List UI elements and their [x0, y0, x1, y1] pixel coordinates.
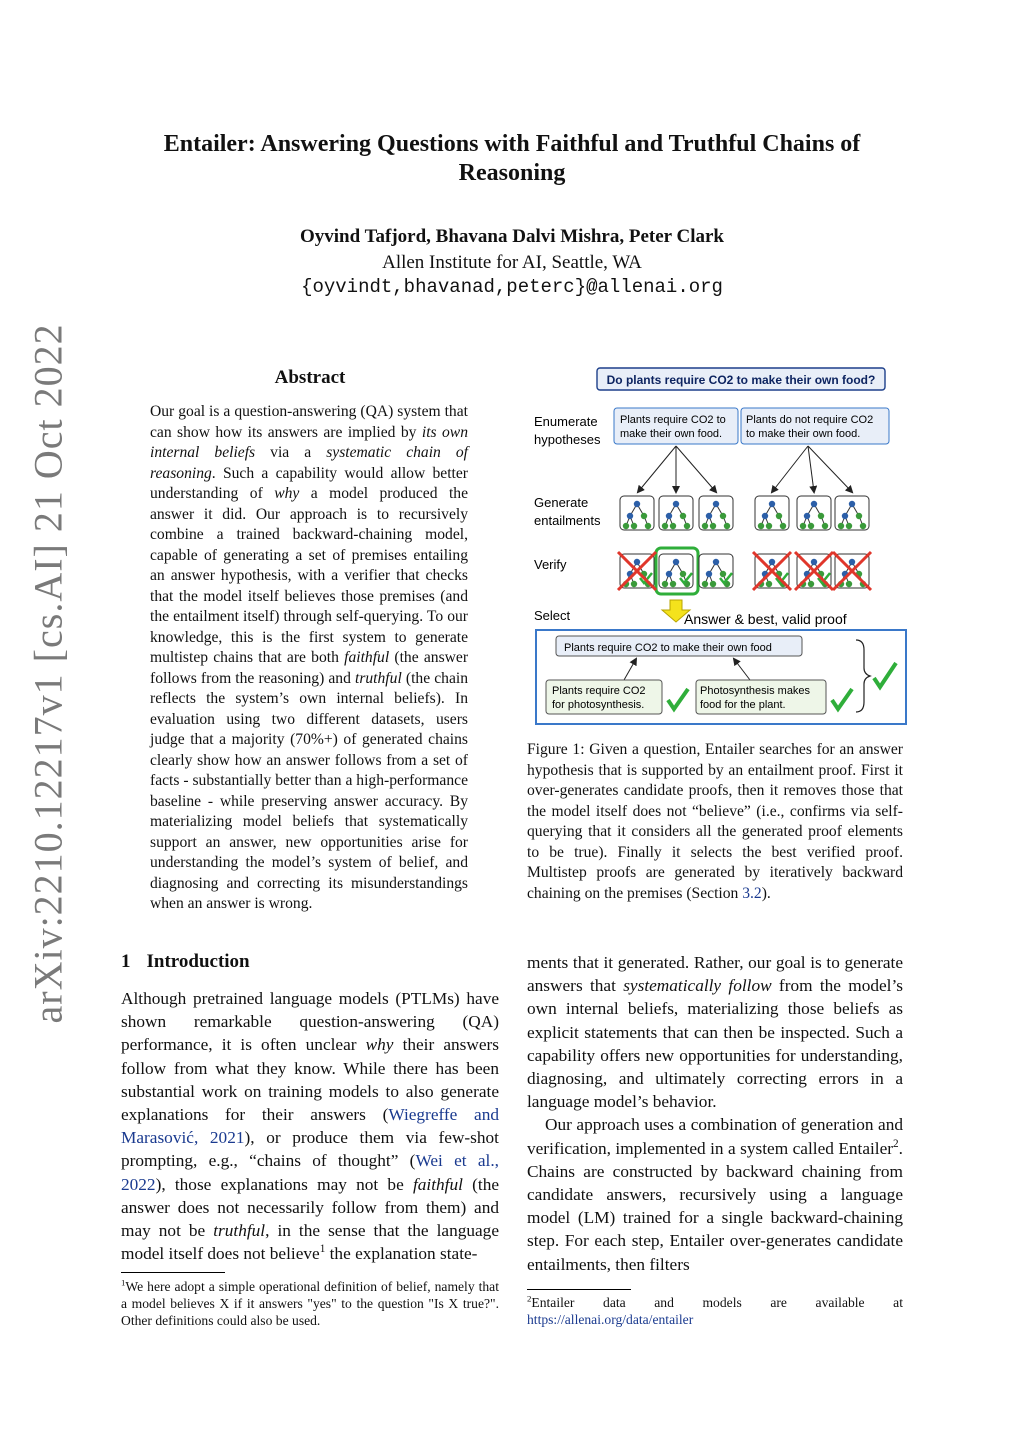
figure-1-diagram	[530, 364, 908, 728]
hypothesis-2-line-1: Plants do not require CO2	[746, 414, 874, 426]
hypothesis-1-line-1: Plants require CO2 to	[620, 414, 726, 426]
label-hypotheses: hypotheses	[534, 432, 601, 447]
footnote-2: $^2$Entailer data and models are available at https://allenai.org/data/entailer	[527, 1293, 903, 1327]
premise-2-line-2: food for the plant.	[700, 699, 786, 711]
paper-authors: Oyvind Tafjord, Bhavana Dalvi Mishra, Peter Clark	[299, 226, 724, 247]
entailment-candidates	[620, 496, 869, 530]
arxiv-identifier: arXiv:2210.12217v1 [cs.AI] 21 Oct 2022	[25, 323, 71, 1024]
answer-label: Answer & best, valid proof	[684, 611, 847, 627]
intro-right-column	[527, 951, 903, 1276]
section-heading-introduction: 1 Introduction	[121, 951, 250, 972]
label-entailments: entailments	[534, 513, 601, 528]
entailer-data-link[interactable]: https://allenai.org/data/entailer	[527, 1312, 694, 1327]
paper-emails: {oyvindt,bhavanad,peterc}@allenai.org	[301, 276, 723, 298]
hypothesis-2-line-2: to make their own food.	[746, 428, 861, 440]
question-text: Do plants require CO2 to make their own food?	[606, 373, 876, 387]
label-enumerate: Enumerate	[534, 414, 598, 429]
section-ref-3-2[interactable]: 3.2	[742, 884, 762, 902]
answer-hypothesis-text: Plants require CO2 to make their own food	[564, 642, 772, 654]
enumerate-arrows	[638, 446, 852, 492]
abstract-body: Our goal is a question-answering (QA) system that can show how its answers are implied by its own internal beliefs via a systematic chain of reasoning. Such a capability would allow better understanding of why a model produced the answer it did. Our approach is to recursively combine a trained backward-chaining model, capable of generating a set of premises entailing an answer hypothesis, with a verifier that checks that the model itself believes those premises (and the entailment itself) through self-querying. To our knowledge, this is the first system to generate multistep chains that are both faithful (the answer follows from the reasoning) and truthful (the chain reflects the system’s own internal beliefs). In evaluation using two different datasets, users judge that a majority (70%+) of generated chains clearly show how an answer follows from a set of facts - substantially better than a high-performance baseline - while preserving answer accuracy. By materializing model beliefs that systematically support an answer, new opportunities arise for understanding the model’s system of belief, and diagnosing and correcting its misunderstandings when an answer is wrong.	[150, 403, 469, 912]
footnote-mark-1[interactable]: 1	[319, 1243, 326, 1256]
premise-1-line-2: for photosynthesis.	[552, 699, 645, 711]
footnote-rule-left	[121, 1272, 225, 1273]
label-select: Select	[534, 608, 571, 623]
label-verify: Verify	[534, 557, 567, 572]
intro-right-paragraph-2: Our approach uses a combination of generation and verification, implemented in a system called Entailer$^2$. Chains are constructed by backward chaining from candidate answers, recursively using a language model (LM) trained for a single backward-chaining step. For each step, Entailer over-generates candidate entailments, then filters	[527, 1115, 903, 1274]
verified-candidates	[618, 548, 871, 594]
citation-wiegreffe[interactable]: Wiegreffe and Marasović, 2021	[121, 1105, 499, 1148]
intro-left-paragraph: Although pretrained language models (PTLMs) have shown remarkable question-answering (QA) performance, it is often unclear why their answers follow from what they know. While there has been substantial work on training models to also generate explanations for their answers (Wiegreffe and Marasović, 2021), or produce them via few-shot prompting, e.g., “chains of thought” (Wei et al., 2022), those explanations may not be faithful (the answer does not necessarily follow from them) and may not be truthful, in the sense that the language model itself does not believe$^1$ the explanation state-	[121, 989, 500, 1264]
footnote-rule-right	[527, 1289, 631, 1290]
hypothesis-1-line-2: make their own food.	[620, 428, 723, 440]
footnote-mark-2[interactable]: 2	[893, 1137, 899, 1150]
figure-1-caption: Figure 1: Given a question, Entailer searches for an answer hypothesis that is supported by an entailment proof. First it over-generates candidate proofs, then it removes those that the model itself does not “believe” (i.e., confirms via self-querying that it considers all the generated proof elements to be true). Finally it selects the best verified proof. Multistep proofs are generated by iteratively backward chaining on the premises (Section 3.2).	[527, 741, 904, 902]
premise-2-line-1: Photosynthesis makes	[700, 685, 811, 697]
label-generate: Generate	[534, 495, 589, 510]
paper-affiliation: Allen Institute for AI, Seattle, WA	[382, 252, 642, 273]
intro-right-paragraph-1: ments that it generated. Rather, our goal is to generate answers that systematically follow from the model’s own internal beliefs, materializing those beliefs as explicit statements that can then be inspected. Such a capability offers new opportunities for understanding, diagnosing, and ultimately correcting errors in a language model’s behavior.	[527, 953, 903, 1112]
footnote-1: $^1$We here adopt a simple operational definition of belief, namely that a model believes X if it answers "yes" to the question "Is X true?". Other definitions could also be used.	[121, 1277, 499, 1328]
abstract-heading: Abstract	[274, 367, 346, 388]
premise-1-line-1: Plants require CO2	[552, 685, 646, 697]
citation-wei[interactable]: Wei et al., 2022	[121, 1151, 499, 1194]
paper-title: Entailer: Answering Questions with Faithful and Truthful Chains of Reasoning	[163, 131, 861, 186]
